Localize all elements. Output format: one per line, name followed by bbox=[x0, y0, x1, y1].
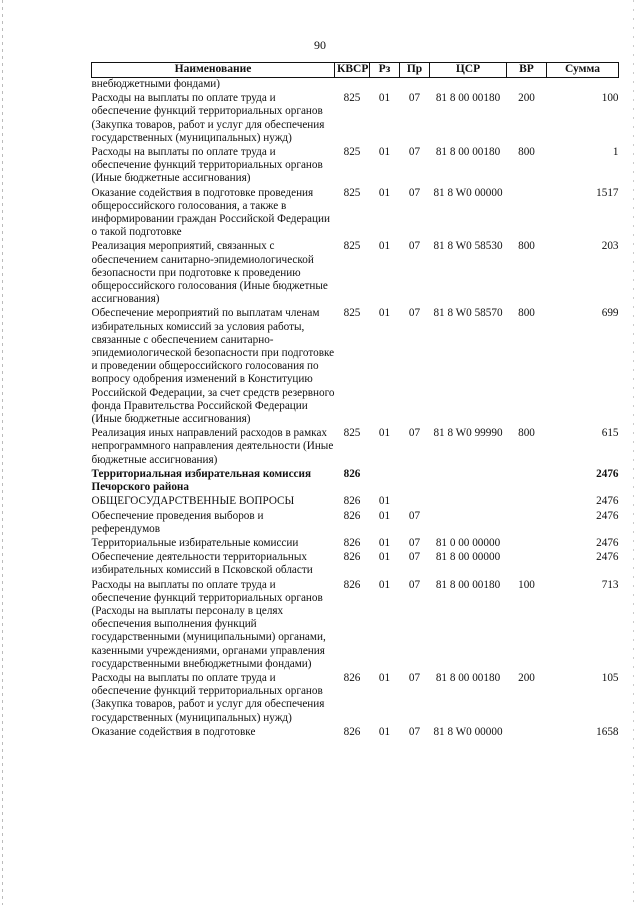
row-pr bbox=[400, 468, 430, 495]
row-vr: 800 bbox=[518, 146, 535, 159]
row-rz bbox=[370, 78, 400, 93]
table-row bbox=[92, 551, 619, 578]
row-sum: 2476 bbox=[596, 509, 619, 522]
table-row bbox=[92, 146, 619, 187]
table-row bbox=[92, 92, 619, 146]
row-name: Оказание содействия в подготовке проведения общероссийского голосования, а также в информировании граждан Российской Федерации о такой подготовке bbox=[91, 186, 330, 239]
row-csr: 81 8 00 00180 bbox=[435, 92, 501, 105]
table-row bbox=[92, 78, 619, 93]
row-kvsr: 825 bbox=[343, 92, 361, 105]
row-vr: 800 bbox=[518, 427, 535, 440]
row-sum: 1517 bbox=[596, 186, 619, 199]
row-name: Реализация иных направлений расходов в рамках непрограммного направления деятельности (Иные бюджетные ассигнования) bbox=[91, 427, 334, 466]
row-kvsr: 826 bbox=[343, 509, 361, 522]
table-row bbox=[92, 726, 619, 740]
row-rz bbox=[370, 468, 400, 495]
row-name: Реализация мероприятий, связанных с обеспечением санитарно-эпидемиологической безопасности при подготовке к проведению общероссийского голосования (Иные бюджетные ассигнования) bbox=[91, 240, 328, 306]
row-vr bbox=[507, 468, 547, 495]
row-name: Обеспечение деятельности территориальных избирательных комиссий в Псковской области bbox=[91, 551, 313, 577]
row-pr: 07 bbox=[408, 509, 421, 522]
page-number: 90 bbox=[314, 38, 326, 52]
row-csr: 81 8 W0 00000 bbox=[433, 725, 503, 738]
row-pr: 07 bbox=[408, 578, 421, 591]
row-csr: 81 8 00 00000 bbox=[435, 551, 501, 564]
row-vr: 800 bbox=[518, 307, 535, 320]
table-row bbox=[92, 307, 619, 427]
row-kvsr: 825 bbox=[343, 186, 361, 199]
row-csr: 81 0 00 00000 bbox=[435, 536, 501, 549]
row-pr: 07 bbox=[408, 427, 421, 440]
row-kvsr: 826 bbox=[343, 578, 361, 591]
row-pr: 07 bbox=[408, 551, 421, 564]
row-rz: 01 bbox=[378, 671, 391, 684]
row-csr: 81 8 00 00180 bbox=[435, 671, 501, 684]
row-csr: 81 8 W0 00000 bbox=[433, 186, 503, 199]
row-kvsr: 826 bbox=[343, 725, 361, 738]
header-pr: Пр bbox=[400, 63, 430, 78]
table-row bbox=[92, 427, 619, 468]
row-rz: 01 bbox=[378, 240, 391, 253]
row-csr bbox=[430, 495, 507, 509]
row-rz: 01 bbox=[378, 427, 391, 440]
row-kvsr: 826 bbox=[343, 495, 361, 508]
row-rz: 01 bbox=[378, 536, 391, 549]
scan-edge-left bbox=[2, 0, 3, 905]
row-name: внебюджетными фондами) bbox=[91, 78, 220, 90]
row-rz: 01 bbox=[378, 578, 391, 591]
row-csr bbox=[430, 78, 507, 93]
row-csr: 81 8 W0 58570 bbox=[433, 307, 503, 320]
row-vr: 200 bbox=[518, 92, 535, 105]
row-kvsr bbox=[335, 78, 370, 93]
row-pr bbox=[400, 78, 430, 93]
row-vr bbox=[507, 537, 547, 551]
row-name: Территориальная избирательная комиссия Печорского района bbox=[91, 467, 311, 494]
row-name: Расходы на выплаты по оплате труда и обеспечение функций территориальных органов (Иные бюджетные ассигнования) bbox=[91, 146, 323, 185]
row-name: Расходы на выплаты по оплате труда и обеспечение функций территориальных органов (Закупка товаров, работ и услуг для обеспечения государственных (муниципальных) нужд) bbox=[91, 671, 325, 724]
row-sum: 713 bbox=[601, 578, 619, 591]
row-pr: 07 bbox=[408, 92, 421, 105]
row-kvsr: 826 bbox=[343, 551, 361, 564]
table-body bbox=[92, 78, 619, 740]
row-rz: 01 bbox=[378, 509, 391, 522]
row-rz: 01 bbox=[378, 186, 391, 199]
row-pr: 07 bbox=[408, 725, 421, 738]
header-sum: Сумма bbox=[547, 63, 619, 78]
row-vr bbox=[507, 78, 547, 93]
table-row bbox=[92, 495, 619, 509]
row-pr: 07 bbox=[408, 146, 421, 159]
row-csr: 81 8 W0 58530 bbox=[433, 240, 503, 253]
row-pr: 07 bbox=[408, 240, 421, 253]
row-sum bbox=[547, 78, 619, 93]
row-name: Обеспечение мероприятий по выплатам членам избирательных комиссий за условия работы, связанные с обеспечением санитарно-эпидемиологической безопасности при подготовке и проведении общероссийского голосования по вопросу одобрения изменений в Конституцию Российской Федерации, за счет средств резервного фонда Правительства Российской Федерации (Иные бюджетные ассигнования) bbox=[91, 307, 335, 426]
table-row bbox=[92, 672, 619, 726]
row-rz: 01 bbox=[378, 551, 391, 564]
row-csr: 81 8 00 00180 bbox=[435, 146, 501, 159]
header-rz: Рз bbox=[370, 63, 400, 78]
row-vr: 800 bbox=[518, 240, 535, 253]
table-row bbox=[92, 537, 619, 551]
row-kvsr: 825 bbox=[343, 427, 361, 440]
row-sum: 2476 bbox=[596, 536, 619, 549]
row-kvsr: 825 bbox=[343, 240, 361, 253]
row-rz: 01 bbox=[378, 495, 391, 508]
table-row bbox=[92, 468, 619, 495]
row-pr: 07 bbox=[408, 307, 421, 320]
row-vr: 100 bbox=[518, 578, 535, 591]
header-name: Наименование bbox=[92, 63, 335, 78]
row-sum: 100 bbox=[601, 92, 619, 105]
scan-edge-right bbox=[633, 0, 634, 905]
row-vr: 200 bbox=[518, 671, 535, 684]
row-sum: 1 bbox=[612, 146, 619, 159]
row-name: Оказание содействия в подготовке bbox=[91, 725, 256, 738]
row-vr bbox=[507, 726, 547, 740]
row-csr: 81 8 00 00180 bbox=[435, 578, 501, 591]
row-name: Территориальные избирательные комиссии bbox=[91, 536, 299, 549]
row-name: ОБЩЕГОСУДАРСТВЕННЫЕ ВОПРОСЫ bbox=[91, 495, 295, 508]
table-row bbox=[92, 579, 619, 672]
table-header-row bbox=[92, 63, 619, 78]
row-rz: 01 bbox=[378, 146, 391, 159]
row-sum: 2476 bbox=[596, 551, 619, 564]
row-name: Обеспечение проведения выборов и референдумов bbox=[91, 509, 264, 535]
header-kvsr: КВСР bbox=[335, 63, 370, 78]
row-pr: 07 bbox=[408, 536, 421, 549]
budget-table bbox=[91, 62, 619, 740]
row-vr bbox=[507, 187, 547, 241]
row-sum: 203 bbox=[601, 240, 619, 253]
row-sum: 615 bbox=[601, 427, 619, 440]
row-name: Расходы на выплаты по оплате труда и обеспечение функций территориальных органов (Закупка товаров, работ и услуг для обеспечения государственных (муниципальных) нужд) bbox=[91, 92, 325, 144]
header-csr: ЦСР bbox=[430, 63, 507, 78]
row-kvsr: 826 bbox=[343, 671, 361, 684]
table-row bbox=[92, 510, 619, 537]
row-vr bbox=[507, 510, 547, 537]
row-kvsr: 826 bbox=[343, 536, 361, 549]
row-vr bbox=[507, 551, 547, 578]
table-row bbox=[92, 240, 619, 307]
row-vr bbox=[507, 495, 547, 509]
row-sum: 105 bbox=[601, 671, 619, 684]
row-csr bbox=[430, 468, 507, 495]
row-rz: 01 bbox=[378, 92, 391, 105]
row-name: Расходы на выплаты по оплате труда и обеспечение функций территориальных органов (Расходы на выплаты персоналу в целях обеспечения выполнения функций государственными (муниципальными) органами, казенными учреждениями, органами управления государственными внебюджетными фондами) bbox=[91, 578, 326, 670]
row-csr: 81 8 W0 99990 bbox=[433, 427, 503, 440]
row-sum: 2476 bbox=[596, 495, 619, 508]
row-pr bbox=[400, 495, 430, 509]
row-csr bbox=[430, 510, 507, 537]
row-sum: 2476 bbox=[596, 467, 619, 480]
row-kvsr: 825 bbox=[343, 307, 361, 320]
row-pr: 07 bbox=[408, 671, 421, 684]
row-kvsr: 826 bbox=[343, 467, 361, 480]
row-sum: 699 bbox=[601, 307, 619, 320]
row-rz: 01 bbox=[378, 307, 391, 320]
row-sum: 1658 bbox=[596, 725, 619, 738]
header-vr: ВР bbox=[507, 63, 547, 78]
table-row bbox=[92, 187, 619, 241]
row-kvsr: 825 bbox=[343, 146, 361, 159]
row-rz: 01 bbox=[378, 725, 391, 738]
row-pr: 07 bbox=[408, 186, 421, 199]
